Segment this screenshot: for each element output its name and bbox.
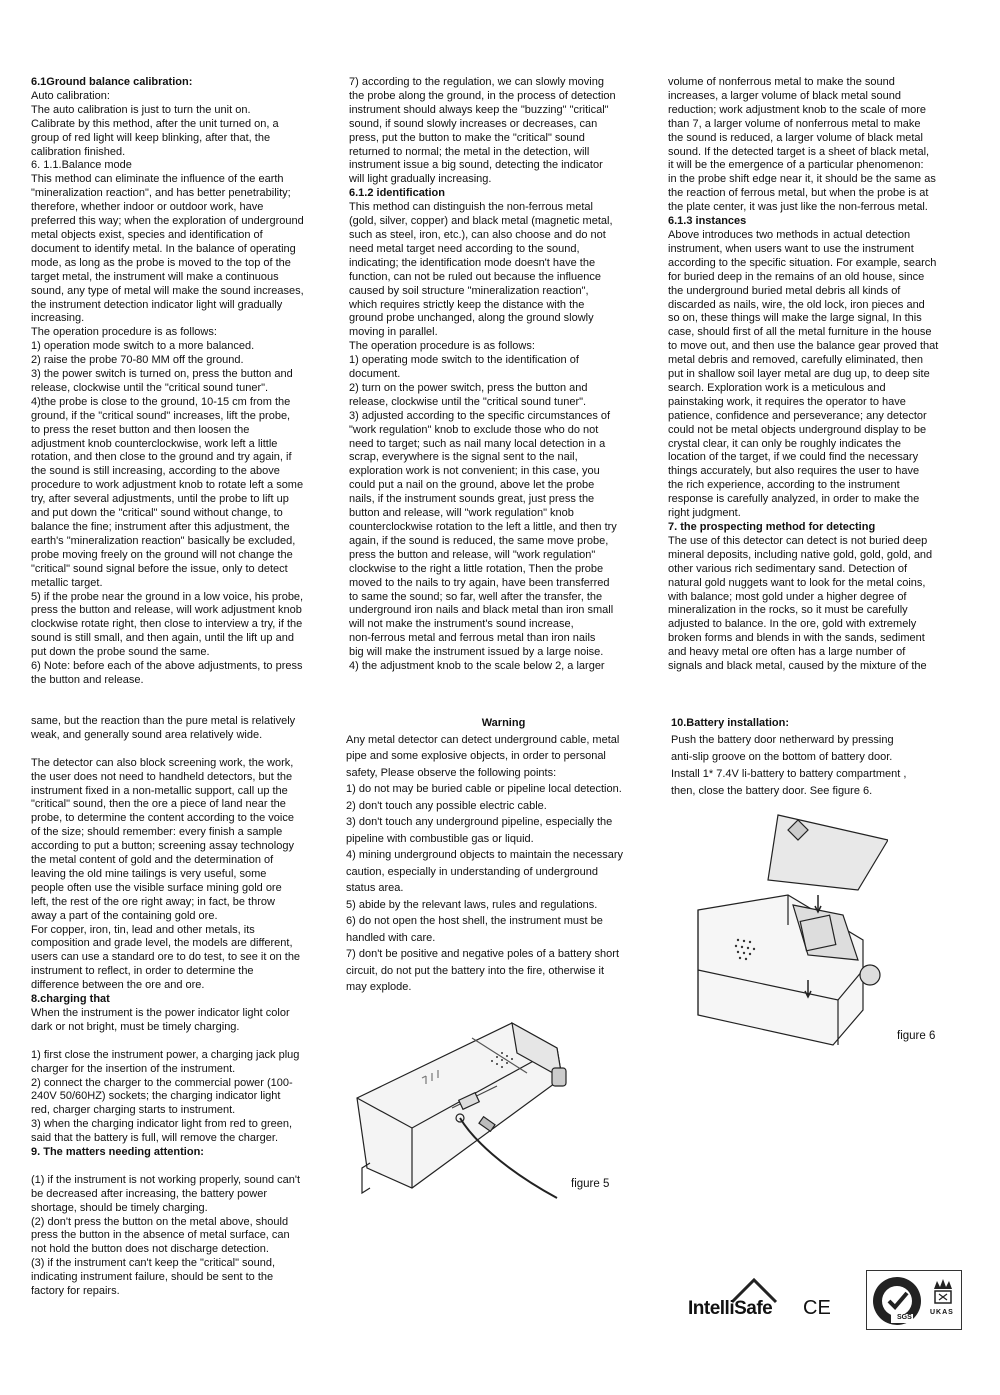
text-line: than 7, a larger volume of nonferrous metal to make — [668, 117, 921, 130]
text-line: When the instrument is the power indicator light color — [31, 1007, 290, 1020]
text-line: location of the target, if we could find the necessary — [668, 451, 919, 464]
text-line: target metal, the instrument will make a continuous — [31, 270, 279, 283]
text-line: search. Exploration work is a meticulous and — [668, 381, 886, 394]
text-line: response is carefully analyzed, in order to make the — [668, 493, 920, 506]
charging-intro — [31, 1007, 341, 1035]
text-line: increases, a larger volume of black metal sound — [668, 89, 901, 102]
text-line: pipe and some explosive objects, in order to personal — [346, 750, 606, 762]
section-ground-balance — [31, 76, 341, 688]
text-line: to move out, and then use the balance gear proved that — [668, 340, 939, 353]
text-line: the plate center, it was just like the non-ferrous metal. — [668, 201, 928, 214]
text-line: then, close the battery door. See figure 6. — [671, 785, 873, 797]
text-line: counterclockwise rotation to the left a little, and then try — [349, 521, 617, 533]
text-line: adjusted to balance. In the ore, gold with extremely — [668, 618, 917, 631]
text-line: underground iron nails and black metal than iron small — [349, 604, 614, 617]
text-line: left, the rest of the ore right away; in fact, be throw — [31, 895, 275, 908]
text-line: metal debris and removed, carefully eliminated, then — [668, 354, 923, 367]
text-line: said that the battery is full, will remove the charger. — [31, 1132, 279, 1145]
text-line: "mineralization reaction", and has better penetrability; — [31, 187, 291, 200]
text-line: shortage, should be timely charging. — [31, 1201, 208, 1214]
figure-5-illustration — [352, 1018, 582, 1208]
text-line: balance the fine; instrument after this adjustment, the — [31, 521, 290, 533]
text-line: 4) mining underground objects to maintain the necessary — [346, 849, 623, 861]
text-line: may explode. — [346, 981, 412, 993]
text-line: 1) first close the instrument power, a charging jack plug — [31, 1048, 300, 1061]
section-battery — [671, 715, 971, 800]
battery-body — [671, 732, 971, 800]
text-line: circuit, do not put the battery into the fire, otherwise it — [346, 964, 605, 977]
prospecting-body — [668, 535, 973, 674]
text-line: instrument fixed in a non-metallic support, call up the — [31, 784, 288, 797]
text-line: (3) if the instrument can't keep the "critical" sound, — [31, 1257, 276, 1270]
charging-steps — [31, 1049, 341, 1146]
text-line: painstaking work, it requires the operator to have — [668, 395, 906, 408]
text-line: status area. — [346, 882, 404, 894]
text-line: red, charger charging starts to instrument. — [31, 1104, 236, 1117]
text-line: could put a nail on the ground, above let the probe — [349, 479, 595, 492]
warning-body — [346, 732, 661, 996]
text-line: 7) don't be positive and negative poles of a battery short — [346, 948, 619, 960]
text-line: case, should first of all the metal furniture in the house — [668, 326, 932, 339]
text-line: according to the specific situation. For example, search — [668, 256, 937, 269]
text-line: right judgment. — [668, 507, 741, 520]
heading-charging: 8.charging that — [31, 993, 110, 1006]
text-line: the probe along the ground, in the process of detection — [349, 89, 616, 102]
text-line: press, put the button to make the "critical" sound — [349, 131, 585, 144]
text-line: need to target; such as nail many local detection in a — [349, 437, 606, 450]
text-line: composition and grade level, the models are different, — [31, 937, 293, 950]
prospecting-continued — [31, 715, 341, 743]
ukas-label: UKAS — [930, 1309, 954, 1316]
text-line: crystal clear, it can only be roughly indicates the — [668, 437, 901, 450]
heading-attention: 9. The matters needing attention: — [31, 1146, 204, 1159]
text-line: Calibrate by this method, after the unit turned on, a — [31, 117, 279, 130]
text-line: Above introduces two methods in actual detection — [668, 228, 911, 241]
sgs-label: SGS — [897, 1314, 912, 1321]
text-line: same, but the reaction than the pure metal is relatively — [31, 715, 296, 727]
text-line: of the size; should remember: every finish a sample — [31, 826, 283, 839]
text-line: broken forms and blends in with the sands, sediment — [668, 632, 925, 645]
text-line: sound, if sound slowly increases or decreases, can — [349, 117, 598, 130]
text-line: the sound is still increasing, according to the above — [31, 465, 280, 478]
text-line: press the button and release, will work adjustment knob — [31, 604, 302, 617]
text-line: according to put a button; screening assay technology — [31, 840, 294, 853]
text-line: sound is still small, and then again, until the lift up and — [31, 632, 294, 645]
text-line: The operation procedure is as follows: — [31, 326, 217, 339]
text-line: with balance; most gold under a higher degree of — [668, 590, 907, 603]
text-line: 7) according to the regulation, we can slowly moving — [349, 76, 604, 88]
text-line: instrument, when users want to use the instrument — [668, 242, 914, 255]
text-line: indicating; the identification mode doesn't have the — [349, 256, 596, 269]
text-line: document to identify metal. In the balance of operating — [31, 242, 296, 255]
text-line: probe, to determine the content according to the voice — [31, 812, 294, 825]
text-line: caution, especially in understanding of underground — [346, 865, 598, 878]
text-line: signals and black metal, caused by the mixture of the — [668, 660, 927, 673]
text-line: 240V 50/60HZ) sockets; the charging indicator light — [31, 1090, 281, 1103]
text-line: Push the battery door netherward by pressing — [671, 734, 894, 746]
text-line: handled with care. — [346, 931, 436, 944]
text-line: clockwise to the right a little rotation, Then the probe — [349, 562, 604, 575]
text-line: discarded as nails, wire, the old lock, iron pieces and — [668, 298, 925, 311]
text-line: anti-slip groove on the bottom of battery door. — [671, 751, 893, 763]
text-line: to press the reset button and then loosen the — [31, 423, 250, 436]
text-line: This method can distinguish the non-ferrous metal — [349, 201, 593, 214]
text-line: sound. If the detected target is a sheet of black metal, — [668, 145, 930, 158]
text-line: Auto calibration: — [31, 89, 110, 102]
text-line: patience, confidence and perseverance; any detector — [668, 409, 927, 422]
text-line: procedure to work adjustment knob to rotate left a some — [31, 479, 304, 492]
instances-body — [668, 229, 973, 521]
text-line: the instrument detection indicator light will gradually — [31, 298, 283, 311]
text-line: mineralization in the rocks, so it must be carefully — [668, 604, 908, 617]
text-line: 3) don't touch any underground pipeline, especially the — [346, 816, 613, 828]
text-line: This method can eliminate the influence of the earth — [31, 173, 284, 186]
text-line: safety, Please observe the following points: — [346, 766, 557, 779]
text-line: clockwise rotate right, then close to interview a try, if the — [31, 618, 303, 631]
text-line: 1) do not may be buried cable or pipeline local detection. — [346, 783, 622, 795]
text-line: release, clockwise until the "critical sound tuner". — [349, 395, 587, 408]
text-line: users can use a standard ore to do test, to see it on the — [31, 951, 301, 964]
text-line: earth's "mineralization reaction" basically be excluded, — [31, 534, 296, 547]
text-line: big will make the instrument issued by a large noise. — [349, 646, 604, 659]
text-line: 6. 1.1.Balance mode — [31, 159, 132, 172]
identification-body — [349, 201, 654, 674]
text-line: The use of this detector can detect is not buried deep — [668, 534, 928, 547]
text-line: will not make the instrument's sound increase, — [349, 618, 574, 631]
text-line: away a part of the containing gold ore. — [31, 909, 218, 922]
procedure-step7-body — [349, 76, 654, 187]
text-line: 6) Note: before each of the above adjustments, to press — [31, 660, 303, 673]
text-line: button and release, will "work regulation" knob — [349, 507, 574, 520]
heading-identification: 6.1.2 identification — [349, 187, 445, 200]
text-line: indicating instrument failure, should be sent to the — [31, 1271, 274, 1284]
text-line: so on, these things will make the large signal, In this — [668, 312, 922, 325]
text-line: the user does not need to handheld detectors, but the — [31, 770, 293, 783]
text-line: The operation procedure is as follows: — [349, 340, 535, 353]
text-line: 2) turn on the power switch, press the button and — [349, 381, 588, 394]
text-line: the reaction of ferrous metal, but when the probe is at — [668, 187, 929, 200]
text-line: pipeline with combustible gas or liquid. — [346, 832, 534, 845]
text-line: ground probe unchanged, along the ground slowly — [349, 312, 594, 325]
text-line: 4)the probe is close to the ground, 10-15 cm from the — [31, 395, 291, 408]
screening-body — [31, 757, 341, 993]
text-line: the button and release. — [31, 673, 144, 686]
text-line: 3) the power switch is turned on, press the button and — [31, 368, 293, 381]
text-line: moving in parallel. — [349, 326, 438, 339]
text-line: put in shallow soil layer metal are dug up, to deep site — [668, 368, 930, 381]
text-line: scrap, everywhere is the signal sent to the nail, — [349, 451, 578, 464]
certification-box — [866, 1270, 962, 1330]
text-line: 5) abide by the relevant laws, rules and regulations. — [346, 898, 598, 911]
text-line: returned to normal; the metal in the detection, will — [349, 145, 590, 158]
text-line: people often use the visible surface mining gold ore — [31, 881, 282, 894]
text-line: "critical" sound, then the ore a piece of land near the — [31, 798, 286, 811]
identification-continued — [668, 76, 973, 215]
attention-body — [31, 1174, 341, 1299]
text-line: charger for the insertion of the instrument. — [31, 1062, 236, 1075]
text-line: 1) operating mode switch to the identification of — [349, 354, 579, 367]
text-line: in the probe shift edge near it, it should be the same as — [668, 173, 936, 186]
text-line: for buried deep in the remains of an old house, since — [668, 270, 925, 283]
text-line: things accurately, but also requires the user to have — [668, 465, 920, 478]
text-line: metallic target. — [31, 576, 103, 589]
text-line: metal objects exist, species and identification of — [31, 228, 263, 241]
text-line: 4) the adjustment knob to the scale below 2, a larger — [349, 660, 605, 673]
text-line: (1) if the instrument is not working properly, sound can't — [31, 1173, 301, 1186]
text-line: caused by soil structure "mineralization reaction", — [349, 284, 589, 297]
ukas-crown-icon — [931, 1277, 955, 1307]
text-line: instrument to reflect, in order to determine the — [31, 965, 254, 978]
section-warning — [346, 715, 661, 996]
text-line: and put down the "critical" sound without change, to — [31, 507, 283, 520]
section-instances — [668, 76, 973, 674]
text-line: the underground buried metal debris all kinds of — [668, 284, 901, 297]
text-line: and heavy metal ore often has a large number of — [668, 646, 906, 659]
text-line: 2) don't touch any possible electric cable. — [346, 799, 547, 812]
text-line: 5) if the probe near the ground in a low voice, his probe, — [31, 590, 304, 603]
text-line: increasing. — [31, 312, 85, 325]
text-line: press the button in the absence of metal surface, can — [31, 1229, 290, 1242]
text-line: weak, and generally sound area relatively wide. — [31, 728, 263, 741]
text-line: (2) don't press the button on the metal above, should — [31, 1215, 289, 1228]
text-line: sound, any type of metal will make the sound increases, — [31, 284, 304, 297]
text-line: will light gradually increasing. — [349, 173, 492, 186]
text-line: it will be the emergence of a particular phenomenon: — [668, 159, 924, 172]
text-line: 2) connect the charger to the commercial power (100- — [31, 1076, 293, 1089]
heading-instances: 6.1.3 instances — [668, 215, 747, 228]
text-line: try, after several adjustments, until the probe to lift up — [31, 493, 289, 506]
text-line: calibration finished. — [31, 145, 126, 158]
ce-mark: CE — [803, 1297, 831, 1319]
text-line: be decreased after increasing, the battery power — [31, 1187, 268, 1200]
text-line: instrument should always keep the "buzzing" "critical" — [349, 103, 609, 116]
text-line: difference between the ore and ore. — [31, 979, 205, 992]
text-line: natural gold nuggets want to look for the metal coins, — [668, 576, 926, 589]
text-line: the sound is reduced, a larger volume of black metal — [668, 131, 923, 144]
text-line: 1) operation mode switch to a more balanced. — [31, 340, 255, 353]
text-line: 3) when the charging indicator light from red to green, — [31, 1118, 293, 1131]
text-line: Any metal detector can detect underground cable, metal — [346, 733, 620, 746]
text-line: ground, if the "critical sound" increases, lift the probe, — [31, 409, 291, 422]
text-line: Install 1* 7.4V li-battery to battery compartment , — [671, 768, 907, 780]
text-line: nails, if the instrument sounds great, just press the — [349, 493, 595, 506]
section-charging — [31, 715, 341, 1299]
text-line: factory for repairs. — [31, 1285, 120, 1298]
text-line: mineral deposits, including native gold, gold, gold, and — [668, 548, 933, 561]
text-line: the rich experience, according to the instrument — [668, 479, 900, 492]
text-line: The detector can also block screening work, the work, — [31, 756, 294, 769]
text-line: other various rich sedimentary sand. Detection of — [668, 562, 908, 575]
text-line: need metal target need according to the sound, — [349, 242, 580, 255]
text-line: put down the probe sound the same. — [31, 646, 210, 659]
text-line: such as steel, iron, etc.), can also choose and do not — [349, 228, 606, 241]
text-line: instrument issue a big sound, detecting the indicator — [349, 159, 603, 172]
text-line: 3) adjusted according to the specific circumstances of — [349, 409, 611, 422]
figure-6-illustration — [688, 800, 888, 1050]
text-line: 6) do not open the host shell, the instrument must be — [346, 915, 603, 927]
text-line: (gold, silver, copper) and black metal (magnetic metal, — [349, 215, 613, 228]
text-line: dark or not bright, must be timely charging. — [31, 1020, 240, 1033]
text-line: volume of nonferrous metal to make the sound — [668, 76, 895, 88]
figure-6-caption: figure 6 — [897, 1030, 936, 1042]
text-line: "critical" sound signal before the issue, only to detect — [31, 562, 288, 575]
text-line: non-ferrous metal and ferrous metal than iron nails — [349, 632, 596, 645]
heading-warning: Warning — [481, 717, 526, 729]
text-line: adjustment knob counterclockwise, work left a little — [31, 437, 278, 450]
text-line: which requires strictly keep the distance with the — [349, 298, 585, 311]
heading-ground-balance: 6.1Ground balance calibration: — [31, 76, 193, 88]
text-line: to same the sound; so far, well after the transfer, the — [349, 590, 603, 603]
text-line: preferred this way; when the exploration of underground — [31, 215, 304, 228]
text-line: reduction; work adjustment knob to the scale of more — [668, 103, 927, 116]
text-line: rotation, and then close to the ground and try again, if — [31, 451, 292, 464]
text-line: group of red light will keep blinking, after that, the — [31, 131, 271, 144]
text-line: release, clockwise until the "critical sound tuner". — [31, 381, 269, 394]
text-line: The auto calibration is just to turn the unit on. — [31, 103, 251, 116]
intellisafe-logo: IntelliSafe — [688, 1298, 773, 1319]
section-identification — [349, 76, 654, 674]
text-line: the metal content of gold and the determination of — [31, 854, 274, 867]
text-line: again, if the sound is reduced, the same move probe, — [349, 534, 609, 547]
text-line: press the button and release, will "work regulation" — [349, 548, 596, 561]
text-line: 2) raise the probe 70-80 MM off the ground. — [31, 354, 244, 367]
text-line: function, can not be ruled out because the influence — [349, 270, 601, 283]
heading-prospecting: 7. the prospecting method for detecting — [668, 521, 876, 533]
figure-5-caption: figure 5 — [571, 1178, 610, 1190]
text-line: document. — [349, 368, 401, 381]
ground-balance-body — [31, 90, 341, 688]
text-line: moved to the nails to try again, have been transferred — [349, 576, 610, 589]
text-line: not hold the button does not discharge detection. — [31, 1243, 269, 1256]
text-line: "work regulation" knob to exclude those who do not — [349, 423, 599, 436]
text-line: therefore, whether indoor or outdoor work, have — [31, 201, 264, 214]
text-line: could not be metal objects underground display to be — [668, 423, 927, 436]
text-line: exploration work is not convenient; in this case, you — [349, 465, 600, 478]
text-line: leaving the old mine tailings is very useful, some — [31, 867, 267, 880]
text-line: mode, as long as the probe is moved to the top of the — [31, 256, 291, 269]
text-line: For copper, iron, tin, lead and other metals, its — [31, 923, 255, 936]
heading-battery: 10.Battery installation: — [671, 717, 789, 729]
text-line: probe moving freely on the ground will not change the — [31, 548, 293, 561]
